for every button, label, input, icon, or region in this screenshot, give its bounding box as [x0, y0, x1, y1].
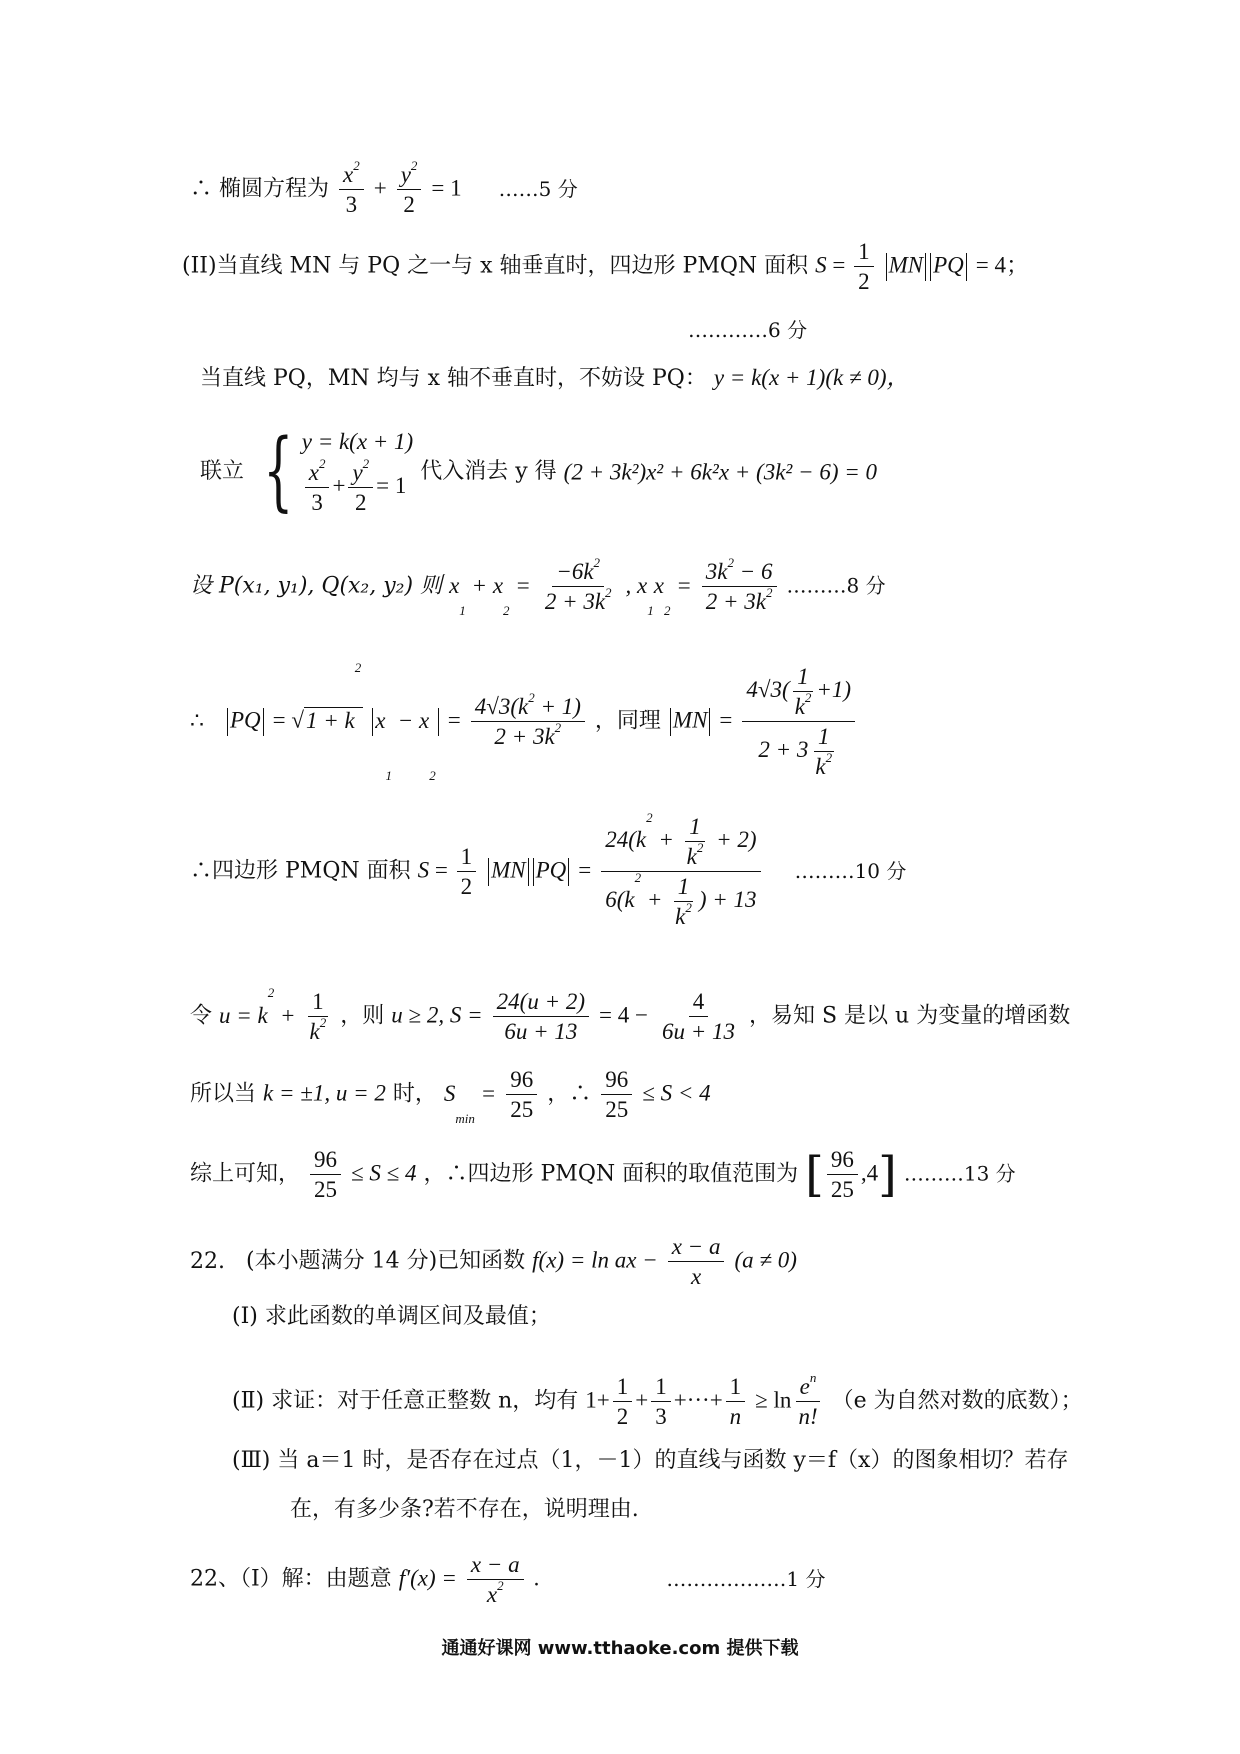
- line-conclusion: 综上可知， $\frac{96}{25}$ ≤ S ≤ 4 ，∴四边形 PMQN 面积的取值范围为 [ $\frac{96}{25}$ ,4] ………13 分: [190, 1146, 1016, 1203]
- question-22-part3-cont: 在，有多少条?若不存在，说明理由.: [290, 1497, 639, 1522]
- line-vieta: 设 P(x₁, y₁), Q(x₂, y₂) 则 $x_1 + x_2$ = $\frac{-6k^2}{2 + 3k^2}$ , $x_1x_2$ = $\frac{3k^2 - 6}{2 + 3k^2}$ ………8 分: [190, 555, 886, 618]
- score-mark: ………8 分: [786, 573, 886, 598]
- line-substitution: 令 $u = k^2$ + $\frac{1}{k^2}$ ，则 u ≥ 2, S = $\frac{24(u + 2)}{6u + 13}$ = 4 − $\frac{4}{6u + 13}$ ，易知 S 是以 u 为变量的增函数: [190, 985, 1071, 1044]
- line-minimum: 所以当 k = ±1, u = 2 时， $S_{min}$ = $\frac{96}{25}$ ，∴ $\frac{96}{25}$ ≤ S < 4: [190, 1067, 711, 1126]
- line-ellipse-equation: ∴ 椭圆方程为 $\frac{x^2}{3}$ + $\frac{y^2}{2}$ = 1 ……5 分: [190, 158, 578, 217]
- score-mark: ………10 分: [794, 858, 907, 883]
- score-mark: …………6 分: [688, 318, 808, 342]
- page-footer: 通通好课网 www.tthaoke.com 提供下载: [441, 1638, 799, 1659]
- score-mark: ………………1 分: [666, 1566, 826, 1591]
- question-22-part2: (Ⅱ) 求证：对于任意正整数 n，均有 1+ $\frac{1}{2}$ + $\frac{1}{3}$ +···+ $\frac{1}{n}$ ≥ ln $\frac{e^n}{n!}$ （e 为自然对数的底数）；: [232, 1370, 1083, 1429]
- score-mark: ……5 分: [498, 176, 578, 201]
- score-mark: ………13 分: [903, 1161, 1016, 1186]
- line-area-expression: ∴四边形 PMQN 面积 S = $\frac{1}{2}$ MN PQ = $24(k^2$ + $\frac{1}{k^2}$ + 2) $6(k^2$ + $\frac{1}{k^2}$ ) + 13 ………10 分: [190, 810, 907, 929]
- line-system: 联立 { y = k(x + 1) $\frac{x^2}{3}$ + $\frac{y^2}{2}$ = 1 代入消去 y 得 (2 + 3k²)x² + 6k²x + (3k² − 6) = 0: [200, 421, 878, 522]
- line-part2-vertical: (II)当直线 MN 与 PQ 之一与 x 轴垂直时，四边形 PMQN 面积 S = $\frac{1}{2}$ MN PQ = 4；: [182, 239, 1030, 294]
- question-22-part3: (Ⅲ) 当 a＝1 时，是否存在过点（1，－1）的直线与函数 y＝f（x）的图象相切？若存: [232, 1448, 1069, 1473]
- question-22-part1: (Ⅰ) 求此函数的单调区间及最值；: [232, 1304, 551, 1329]
- question-22: 22. (本小题满分 14 分)已知函数 f(x) = ln ax − $\frac{x - a}{x}$ (a ≠ 0): [190, 1234, 797, 1289]
- line-chord-length: ∴ PQ = $√1 + k^2$ $x_1 - x_2$ = $\frac{4√3(k^2 + 1)}{2 + 3k^2}$ ，同理 MN = 4√3( $\frac{1}{k^2}$ +1) 2 + 3 $\frac{1}{k^2}$: [190, 665, 858, 778]
- solution-22: 22、（Ⅰ）解：由题意 f′(x) = $\frac{x - a}{x^2}$ . ………………1 分: [190, 1552, 826, 1607]
- line-set-pq: 当直线 PQ，MN 均与 x 轴不垂直时，不妨设 PQ： y = k(x + 1)(k ≠ 0)，: [200, 365, 910, 391]
